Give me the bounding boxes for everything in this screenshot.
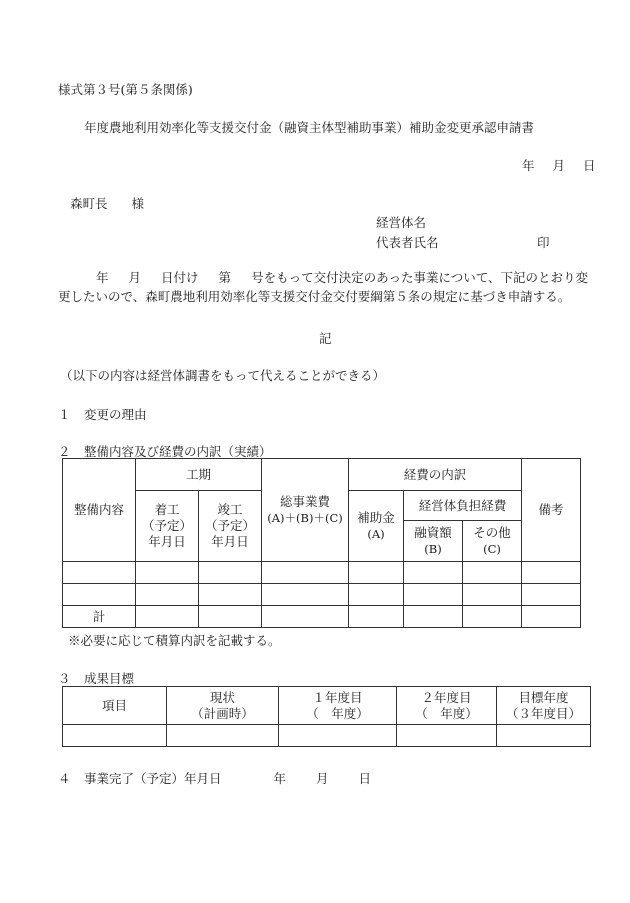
other-label: その他 (473, 525, 511, 540)
section-3-label: 成果目標 (84, 671, 135, 686)
completion-year: 年 (273, 771, 287, 786)
expense-breakdown-table (62, 458, 581, 628)
representative-label: 代表者氏名 (376, 235, 439, 250)
table-cell[interactable] (136, 584, 199, 606)
table-cell[interactable] (522, 562, 581, 584)
table-cell[interactable] (522, 606, 581, 628)
subsidy-code: (A) (367, 527, 385, 541)
section-4-heading (58, 769, 371, 787)
start-ymd: 年月日 (148, 534, 186, 549)
body-date-suffix: 日付け (161, 270, 199, 285)
table-cell[interactable] (63, 725, 167, 747)
seal-mark: 印 (537, 235, 550, 250)
body-year: 年 (96, 270, 109, 285)
application-date (522, 156, 596, 174)
ki-heading: 記 (319, 331, 332, 346)
substitution-note: （以下の内容は経営体調書をもって代えることができる） (60, 368, 386, 383)
date-month: 月 (552, 158, 566, 173)
other-code: (C) (483, 542, 501, 556)
header-current (167, 687, 279, 725)
table-row (63, 584, 581, 606)
header-total-cost (262, 459, 349, 562)
section-1-number: １ (58, 407, 71, 422)
year1-note: （ 年度） (306, 705, 369, 721)
total-row-label: 計 (63, 606, 136, 628)
table-cell[interactable] (349, 562, 404, 584)
total-cost-formula: (A)＋(B)＋(C) (267, 511, 343, 525)
section-1-label: 変更の理由 (84, 407, 147, 422)
section-3-number: ３ (58, 671, 71, 686)
table-row (63, 562, 581, 584)
application-body (58, 268, 593, 306)
completion-month: 月 (316, 771, 329, 786)
section-2-number: ２ (58, 444, 71, 459)
section-3-heading (58, 669, 134, 687)
body-number-prefix: 第 (218, 270, 232, 285)
table-row (63, 725, 591, 747)
document-title: 年度農地利用効率化等支援交付金（融資主体型補助事業）補助金変更承認申請書 (84, 120, 535, 135)
table-cell[interactable] (136, 606, 199, 628)
header-remarks: 備考 (522, 459, 581, 562)
current-note: （計画時） (191, 705, 254, 721)
addressee-honorific: 様 (131, 196, 145, 211)
body-month: 月 (128, 270, 142, 285)
table-cell[interactable] (522, 584, 581, 606)
table-cell[interactable] (262, 606, 349, 628)
header-loan (404, 521, 463, 562)
table-cell[interactable] (463, 606, 522, 628)
start-planned: （予定） (141, 518, 192, 533)
target-label: 目標年度 (518, 689, 569, 705)
year1-label: １年度目 (312, 689, 363, 705)
table-cell[interactable] (404, 584, 463, 606)
performance-targets-table (62, 686, 591, 747)
table-cell[interactable] (463, 562, 522, 584)
table-cell[interactable] (136, 562, 199, 584)
header-breakdown: 経費の内訳 (349, 459, 522, 491)
header-year2 (397, 687, 497, 725)
section-4-label: 事業完了（予定）年月日 (84, 771, 222, 786)
entity-name-label: 経営体名 (376, 215, 427, 230)
header-end-date (199, 491, 262, 562)
table-cell[interactable] (397, 725, 497, 747)
table-cell[interactable] (199, 606, 262, 628)
header-burden: 経営体負担経費 (404, 491, 522, 521)
start-label: 着工 (154, 502, 180, 517)
table-cell[interactable] (349, 606, 404, 628)
header-start-date (136, 491, 199, 562)
date-year: 年 (522, 158, 535, 173)
table-cell[interactable] (279, 725, 397, 747)
total-cost-label: 総事業費 (280, 494, 331, 509)
end-planned: （予定） (205, 518, 256, 533)
table-cell[interactable] (349, 584, 404, 606)
table-cell[interactable] (63, 584, 136, 606)
section-4-number: ４ (58, 771, 71, 786)
header-target (497, 687, 591, 725)
loan-code: (B) (424, 542, 442, 556)
table-cell[interactable] (463, 584, 522, 606)
completion-day: 日 (358, 771, 372, 786)
table-cell[interactable] (497, 725, 591, 747)
section-1-heading (58, 405, 147, 423)
total-row (63, 606, 581, 628)
loan-label: 融資額 (414, 525, 452, 540)
header-content: 整備内容 (63, 459, 136, 562)
section-2-label: 整備内容及び経費の内訳（実績） (84, 444, 272, 459)
form-number: 様式第３号(第５条関係) (58, 82, 193, 97)
subsidy-label: 補助金 (357, 510, 395, 525)
target-note: （３年度目） (505, 705, 581, 721)
table-cell[interactable] (167, 725, 279, 747)
table-cell[interactable] (404, 562, 463, 584)
addressee (70, 194, 144, 212)
year2-label: ２年度目 (421, 689, 472, 705)
header-item: 項目 (63, 687, 167, 725)
table-cell[interactable] (63, 562, 136, 584)
body-main-text: 号をもって交付決定のあった事業について、下記のとおり変更したいので、森町農地利用効率化等支援交付金交付要綱第５条の規定に基づき申請する。 (58, 270, 588, 304)
table-cell[interactable] (262, 584, 349, 606)
date-day: 日 (583, 158, 596, 173)
header-period: 工期 (136, 459, 262, 491)
table-cell[interactable] (199, 562, 262, 584)
table-cell[interactable] (262, 562, 349, 584)
header-subsidy (349, 491, 404, 562)
header-year1 (279, 687, 397, 725)
table-cell[interactable] (199, 584, 262, 606)
table-cell[interactable] (404, 606, 463, 628)
addressee-name: 森町長 (70, 196, 108, 211)
header-other (463, 521, 522, 562)
table-footnote: ※必要に応じて積算内訳を記載する。 (68, 633, 281, 648)
end-ymd: 年月日 (211, 534, 249, 549)
end-label: 竣工 (217, 502, 243, 517)
current-label: 現状 (209, 689, 235, 705)
year2-note: （ 年度） (415, 705, 478, 721)
